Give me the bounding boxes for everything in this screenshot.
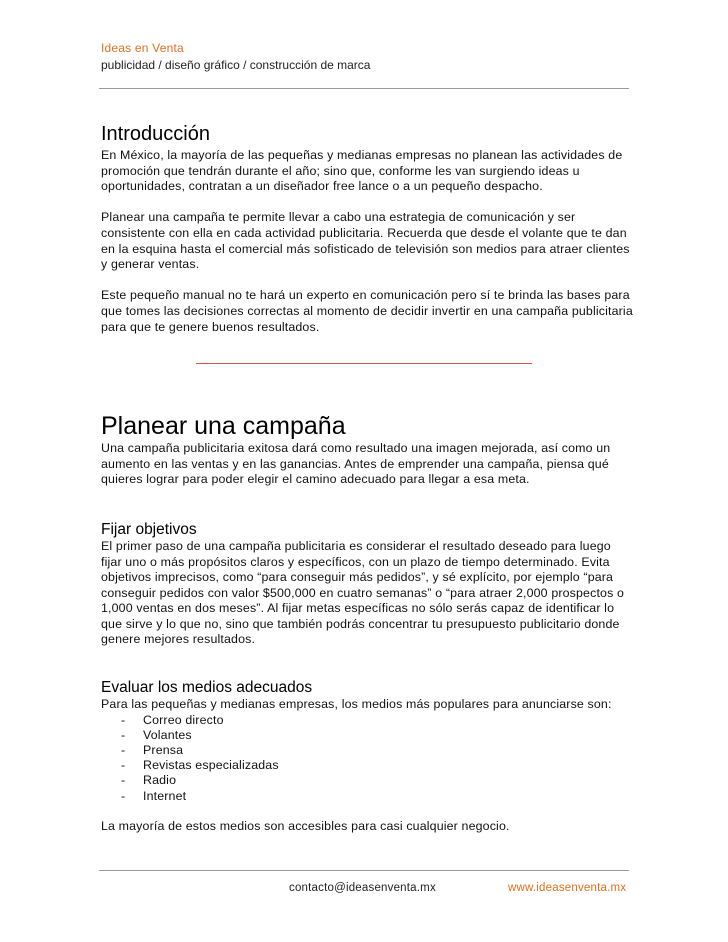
list-item [101,728,633,743]
intro-paragraph-1: En México, la mayoría de las pequeñas y medianas empresas no planean las actividades de promoción que tendrán durante el año; sino que, conforme les van surgiendo ideas u oportunidades, contratan a un diseñador free lance o a un pequeño despacho. [101,148,623,194]
plan-heading: Planear una campaña [101,412,346,441]
media-item-label: Prensa [143,743,184,758]
brand-name: Ideas en Venta [101,41,184,55]
list-item [101,713,633,728]
list-dash: - [121,758,126,773]
media-item-label: Volantes [143,727,192,742]
list-dash: - [121,712,126,727]
list-dash: - [121,773,126,788]
plan-paragraph: Una campaña publicitaria exitosa dará como resultado una imagen mejorada, así como un aumento en las ventas y en las ganancias. Antes de emprender una campaña, piensa qué quieres lograr para poder elegir el camino adecuado para llegar a esa meta. [101,441,611,487]
list-item [101,758,633,773]
footer-website-link[interactable]: www.ideasenventa.mx [508,882,627,894]
intro-paragraph-3: Este pequeño manual no te hará un experto en comunicación pero sí te brinda las bases para que tomes las decisiones correctas al momento de decidir invertir en una campaña publicitaria para que te genere buenos resultados. [101,288,633,334]
footer-email-link[interactable]: contacto@ideasenventa.mx [289,882,436,894]
intro-paragraph-2: Planear una campaña te permite llevar a cabo una estrategia de comunicación y ser consistente con ella en cada actividad publicitaria. Recuerda que desde el volante que te dan en la esquina hasta el comercial más sofisticado de televisión son medios para atraer clientes y generar ventas. [101,210,630,272]
brand-tagline: publicidad / diseño gráfico / construcción de marca [101,58,371,72]
goals-paragraph: El primer paso de una campaña publicitaria es considerar el resultado deseado para luego fijar uno o más propósitos claros y específicos, con un plazo de tiempo determinado. Evita objetivos imprecisos, como “para conseguir más pedidos”, y sé explícito, por ejemplo “para conseguir pedidos con valor $500,000 en cuatro semanas” o “para atraer 2,000 prospectos o 1,000 ventas en dos meses”. Al fijar metas específicas no sólo serás capaz de identificar lo que sirve y lo que no, sino que también podrás concentrar tu presupuesto publicitario donde genere mejores resultados. [101,538,625,647]
media-item-label: Radio [143,773,177,788]
goals-heading: Fijar objetivos [101,520,197,538]
list-dash: - [121,788,126,803]
media-item-label: Internet [143,788,187,803]
media-item-label: Revistas especializadas [143,758,279,773]
header-rule [99,88,629,89]
list-item [101,743,633,758]
document-body [101,120,633,835]
page-header [101,41,631,73]
media-closing: La mayoría de estos medios son accesibles para casi cualquier negocio. [101,819,510,834]
media-heading: Evaluar los medios adecuados [101,679,313,697]
media-intro: Para las pequeñas y medianas empresas, los medios más populares para anunciarse son: [101,697,612,712]
media-list [101,713,633,804]
list-item [101,789,633,804]
list-dash: - [121,743,126,758]
list-dash: - [121,727,126,742]
intro-heading: Introducción [101,123,210,145]
footer-rule [99,870,629,871]
media-item-label: Correo directo [143,712,224,727]
list-item [101,773,633,788]
